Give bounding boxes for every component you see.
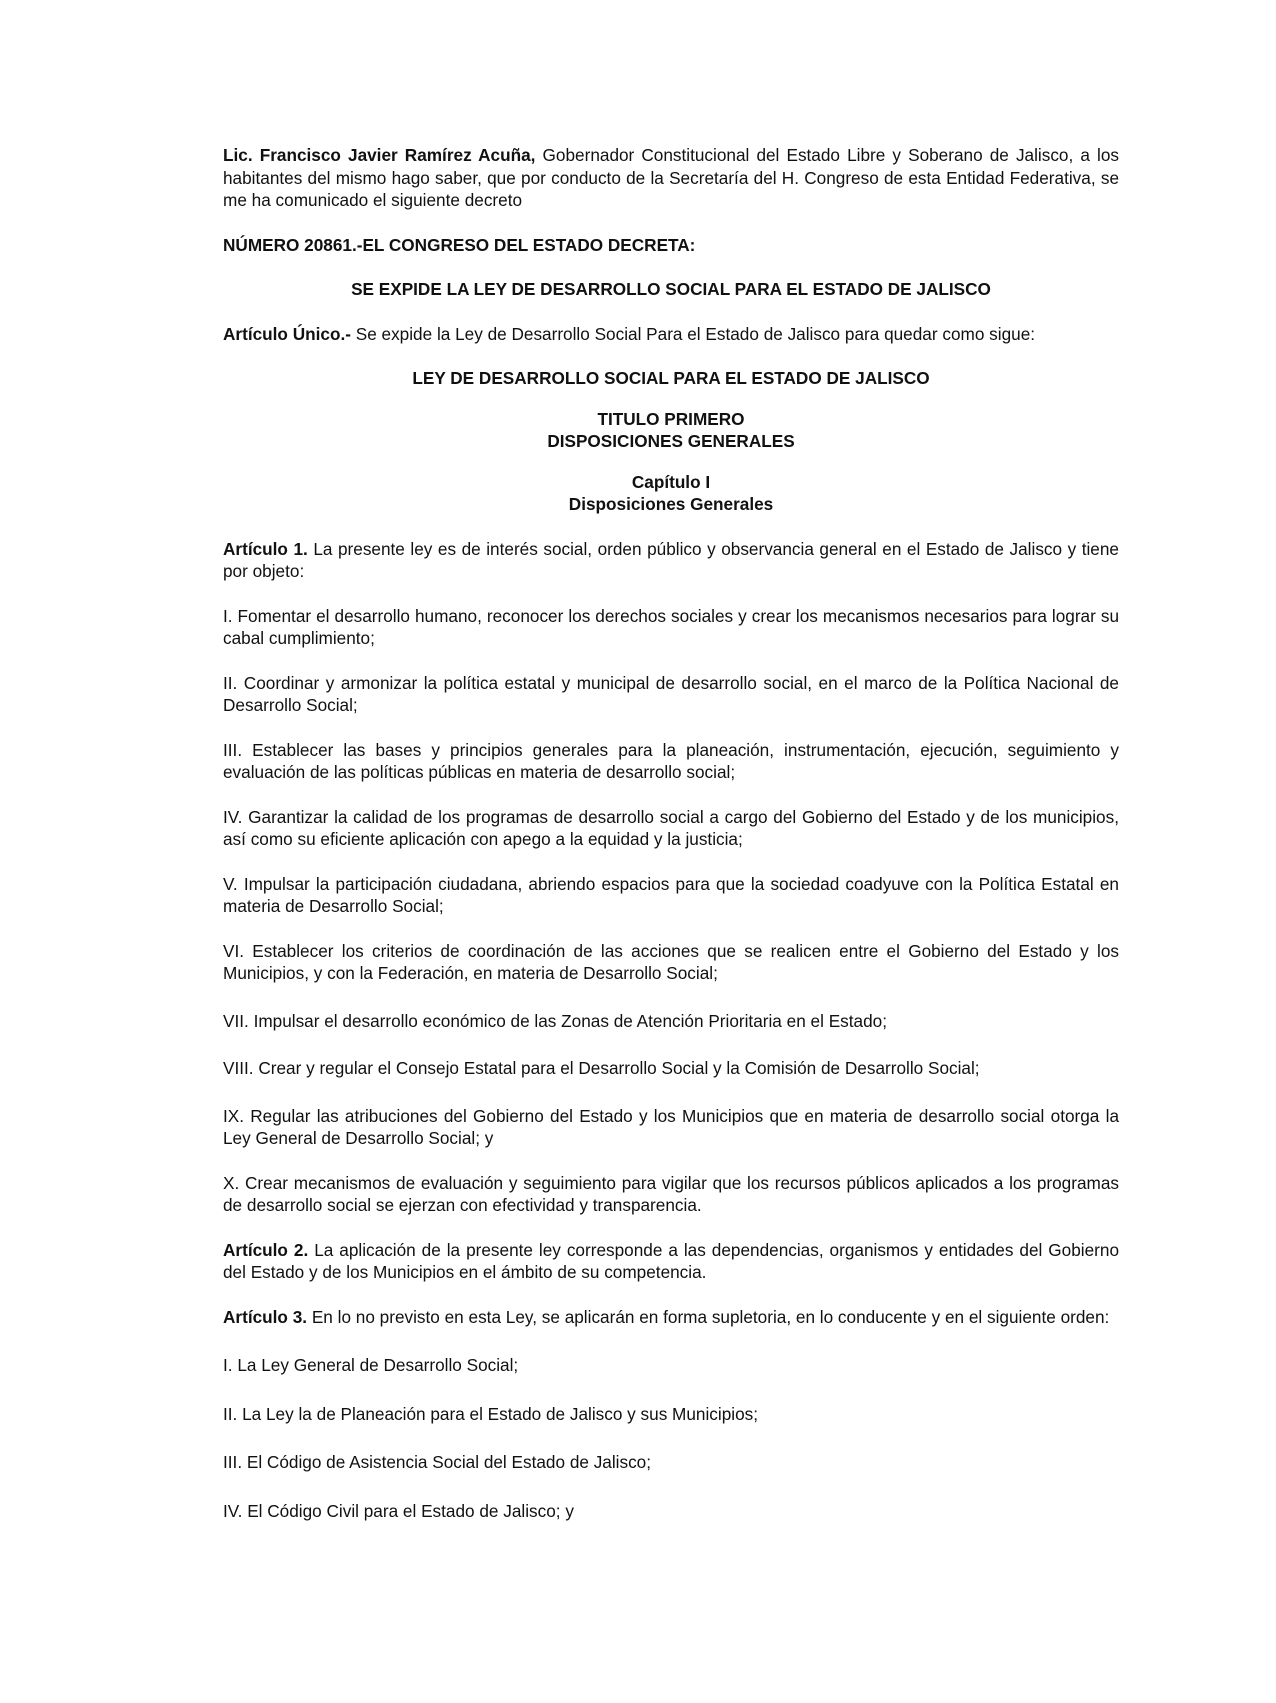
articulo-1-item-2: II. Coordinar y armonizar la política estatal y municipal de desarrollo social, en el marco de la Política Nacional de Desarrollo Social;: [223, 672, 1119, 715]
articulo-1: [223, 538, 1119, 583]
articulo-1-item-8: VIII. Crear y regular el Consejo Estatal para el Desarrollo Social y la Comisión de Desarrollo Social;: [223, 1058, 980, 1078]
articulo-3-item-4: IV. El Código Civil para el Estado de Jalisco; y: [223, 1500, 574, 1521]
titulo-line2: DISPOSICIONES GENERALES: [547, 431, 795, 451]
law-title: LEY DE DESARROLLO SOCIAL PARA EL ESTADO DE JALISCO: [412, 368, 930, 388]
articulo-1-label: Artículo 1.: [223, 538, 308, 559]
articulo-1-item-5: V. Impulsar la participación ciudadana, abriendo espacios para que la sociedad coadyuve con la Política Estatal en materia de Desarrollo Social;: [223, 873, 1119, 916]
articulo-1-item-7: VII. Impulsar el desarrollo económico de las Zonas de Atención Prioritaria en el Estado;: [223, 1010, 887, 1031]
articulo-1-item-3: III. Establecer las bases y principios generales para la planeación, instrumentación, ejecución, seguimiento y evaluación de las políticas públicas en materia de desarrollo social;: [223, 739, 1119, 782]
articulo-1-item-4: IV. Garantizar la calidad de los programas de desarrollo social a cargo del Gobierno del Estado y de los municipios, así como su eficiente aplicación con apego a la equidad y la justicia;: [223, 806, 1119, 849]
intro-text: Gobernador Constitucional del Estado Libre y Soberano de Jalisco, a los habitantes del mismo hago saber, que por conducto de la Secretaría del H. Congreso de esta Entidad Federativa, se me ha comunicado el siguiente decreto: [223, 145, 1120, 210]
capitulo-heading: [223, 471, 1119, 516]
articulo-1-item-9: IX. Regular las atribuciones del Gobierno del Estado y los Municipios que en materia de desarrollo social otorga la Ley General de Desarrollo Social; y: [223, 1105, 1119, 1148]
articulo-unico-text: Se expide la Ley de Desarrollo Social Para el Estado de Jalisco para quedar como sigue:: [350, 323, 1036, 344]
articulo-3-item-3: III. El Código de Asistencia Social del Estado de Jalisco;: [223, 1452, 652, 1472]
titulo-heading: [223, 408, 1119, 453]
articulo-3: [223, 1306, 1119, 1329]
articulo-3-text: En lo no previsto en esta Ley, se aplicarán en forma supletoria, en lo conducente y en el siguiente orden:: [307, 1306, 1110, 1327]
intro-paragraph: [223, 144, 1119, 212]
articulo-1-item-1: I. Fomentar el desarrollo humano, reconocer los derechos sociales y crear los mecanismos necesarios para lograr su cabal cumplimiento;: [223, 605, 1119, 648]
capitulo-line1: Capítulo I: [631, 471, 711, 492]
articulo-unico-label: Artículo Único.-: [223, 323, 351, 344]
articulo-1-item-10: X. Crear mecanismos de evaluación y seguimiento para vigilar que los recursos públicos aplicados a los programas de desarrollo social se ejerzan con efectividad y transparencia.: [223, 1172, 1119, 1215]
articulo-unico: [223, 323, 1119, 346]
titulo-line1: TITULO PRIMERO: [597, 408, 745, 429]
articulo-1-item-6: VI. Establecer los criterios de coordinación de las acciones que se realicen entre el Gobierno del Estado y los Municipios, y con la Federación, en materia de Desarrollo Social;: [223, 940, 1119, 983]
capitulo-line2: Disposiciones Generales: [568, 494, 774, 514]
decree-title: SE EXPIDE LA LEY DE DESARROLLO SOCIAL PARA EL ESTADO DE JALISCO: [351, 279, 991, 299]
articulo-2-label: Artículo 2.: [223, 1239, 309, 1260]
governor-name: Lic. Francisco Javier Ramírez Acuña,: [223, 145, 536, 165]
articulo-2-text: La aplicación de la presente ley corresponde a las dependencias, organismos y entidades del Gobierno del Estado y de los Municipios en el ámbito de su competencia.: [223, 1239, 1120, 1282]
articulo-1-text: La presente ley es de interés social, orden público y observancia general en el Estado de Jalisco y tiene por objeto:: [223, 538, 1119, 581]
articulo-3-item-2: II. La Ley la de Planeación para el Estado de Jalisco y sus Municipios;: [223, 1403, 759, 1424]
articulo-2: [223, 1239, 1119, 1284]
decree-number: NÚMERO 20861.-EL CONGRESO DEL ESTADO DECRETA:: [223, 234, 696, 255]
articulo-3-label: Artículo 3.: [223, 1306, 308, 1327]
document-body: [223, 144, 1119, 1522]
articulo-3-item-1: I. La Ley General de Desarrollo Social;: [223, 1355, 519, 1375]
